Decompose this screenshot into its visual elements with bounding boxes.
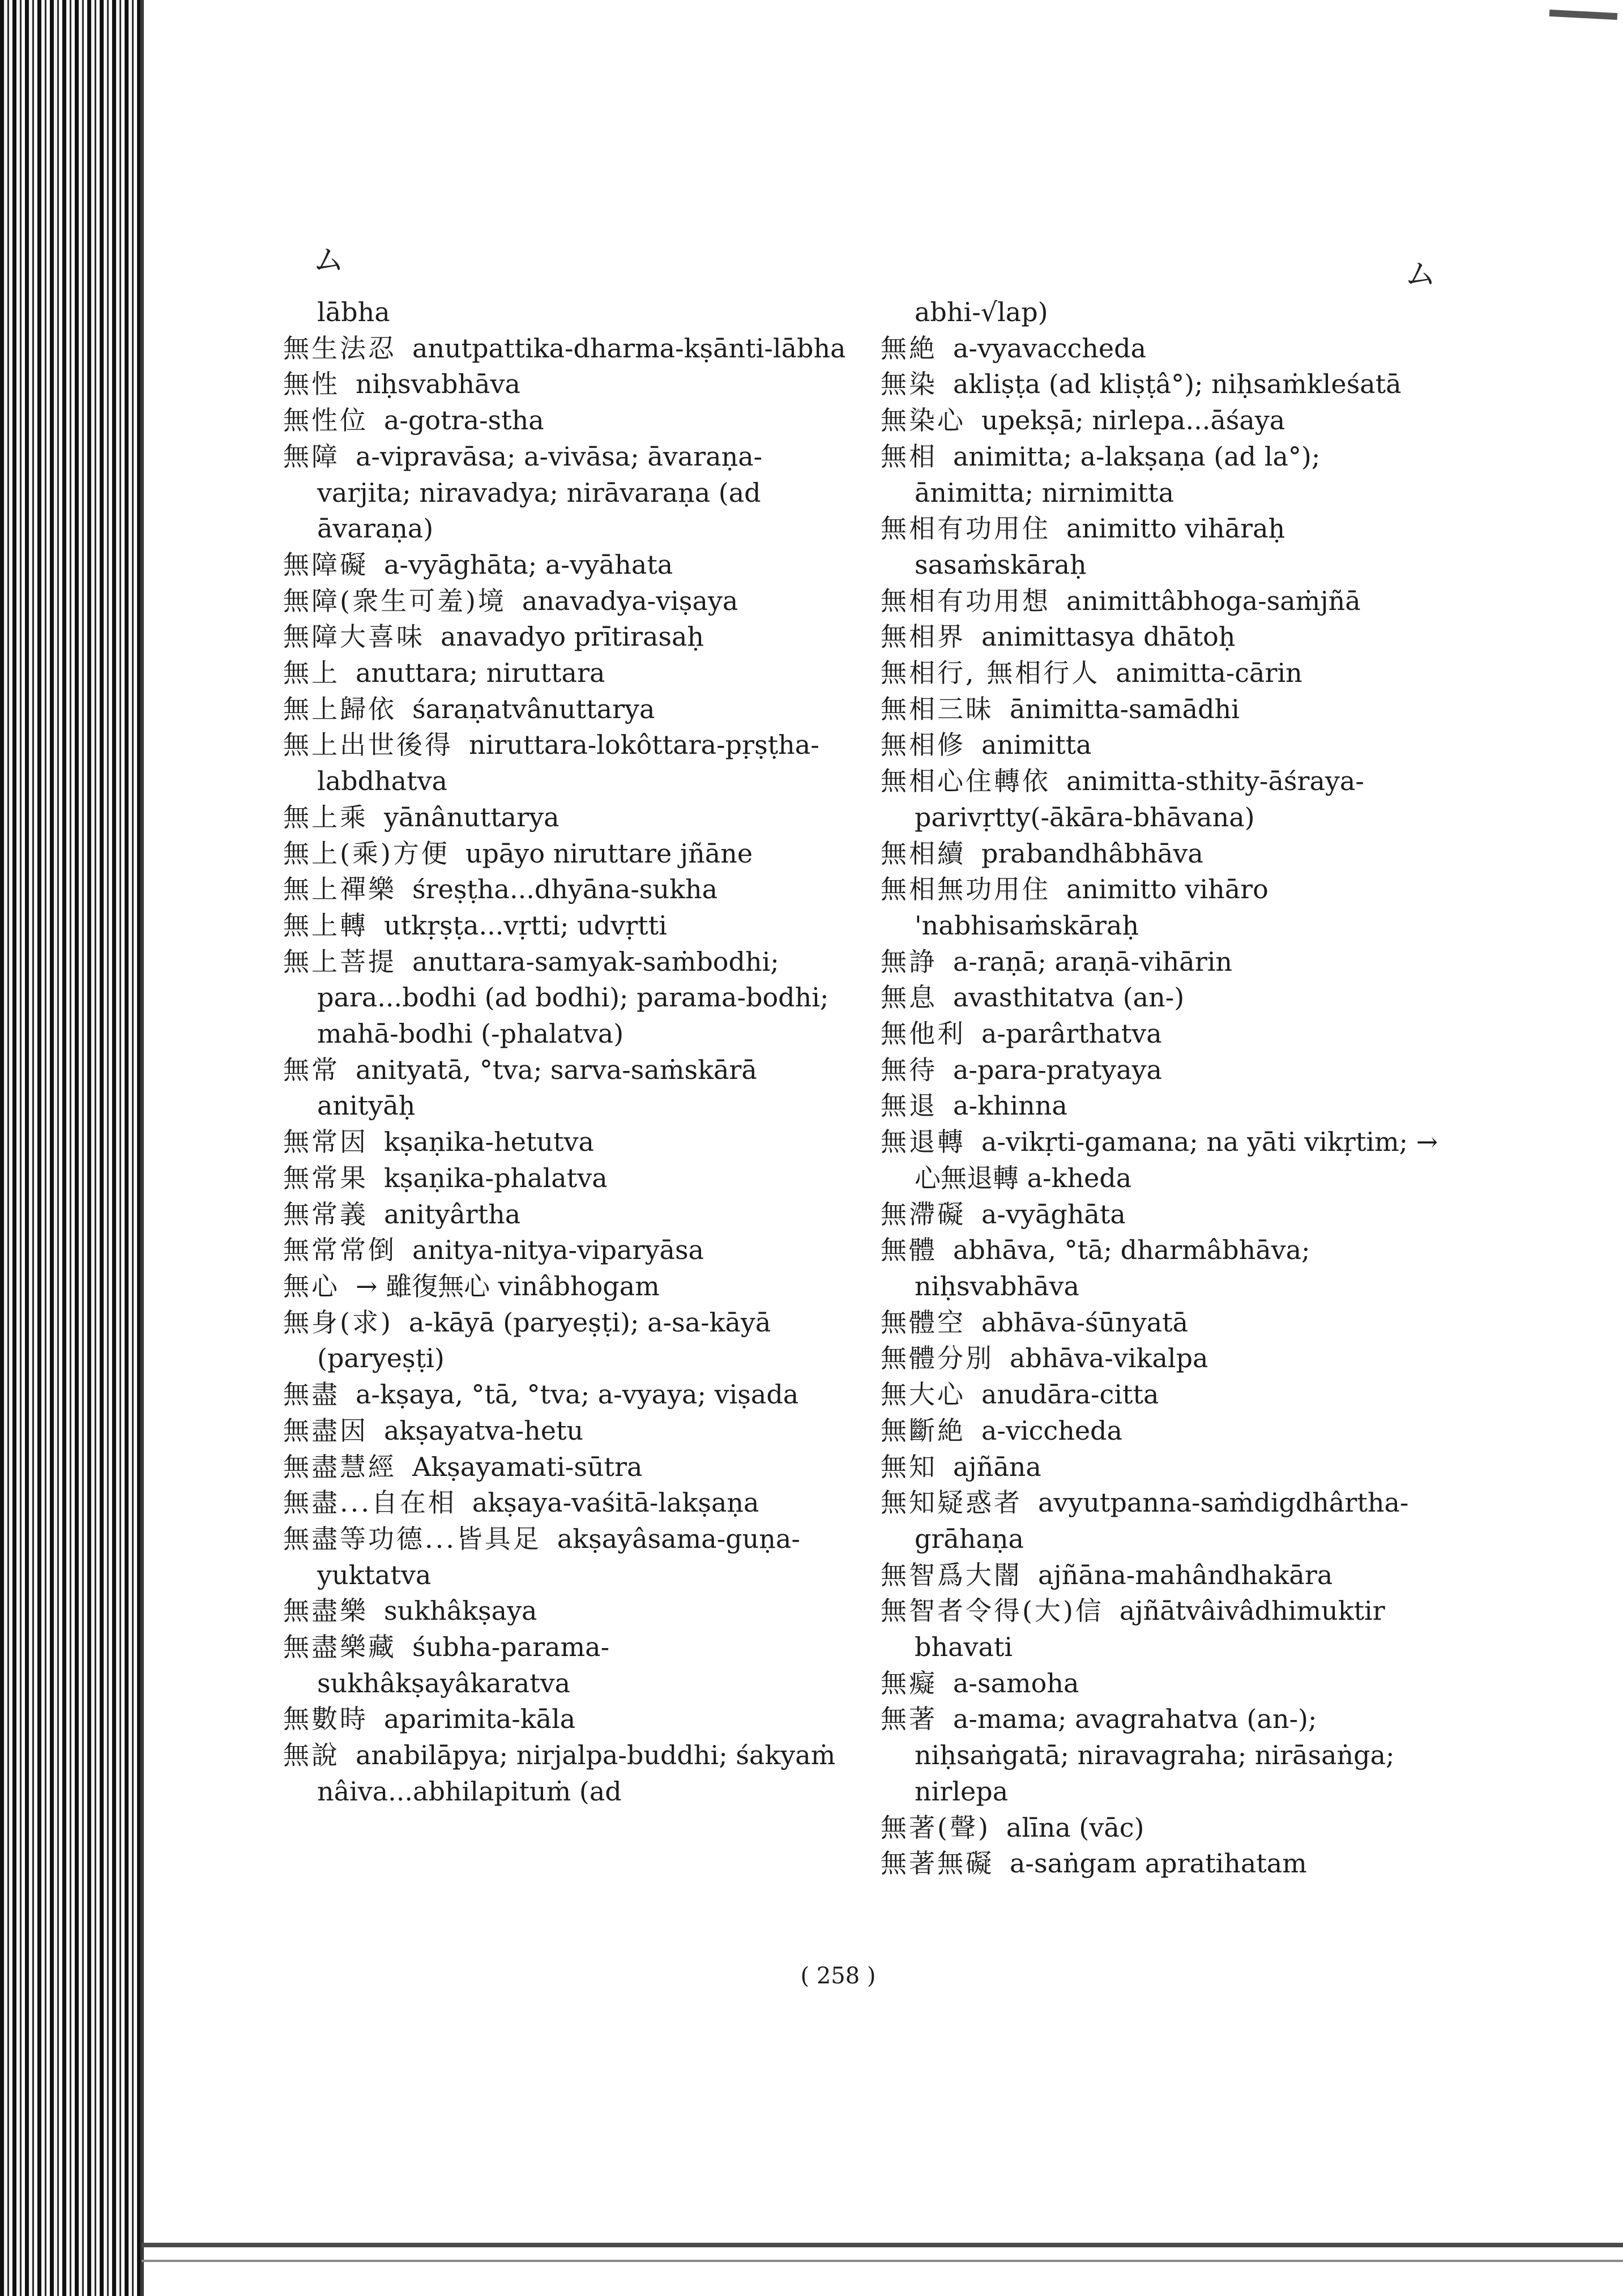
- entry-term: 無數時: [283, 1704, 368, 1735]
- entry-definition: sukhâkṣaya: [384, 1595, 537, 1627]
- entry-definition: anitya-nitya-viparyāsa: [412, 1235, 704, 1266]
- dictionary-entry: [283, 1377, 849, 1413]
- entry-definition: a-parârthatva: [981, 1018, 1162, 1049]
- dictionary-entry: [881, 655, 1447, 692]
- right-column: [881, 295, 1447, 1882]
- dictionary-entry: [881, 727, 1447, 763]
- dictionary-entry: [881, 403, 1447, 439]
- entry-term: 無相無功用住: [881, 874, 1050, 905]
- dictionary-entry: [283, 1485, 849, 1521]
- entry-definition: a-vipravāsa; a-vivāsa; āvaraṇa-varjita; niravadya; nirāvaraṇa (ad āvaraṇa): [317, 441, 770, 544]
- dictionary-entry: [881, 295, 1447, 331]
- entry-term: 無諍: [881, 946, 937, 977]
- entry-term: 無染心: [881, 405, 966, 436]
- entry-term: 無體: [881, 1235, 937, 1266]
- entry-definition: a-gotra-stha: [384, 405, 544, 436]
- entry-definition: animittâbhoga-saṁjñā: [1066, 585, 1361, 616]
- entry-definition: ajñāna: [953, 1451, 1041, 1482]
- dictionary-entry: [881, 1124, 1447, 1196]
- dictionary-entry: [283, 1269, 849, 1305]
- entry-term: 無障(衆生可羞)境: [283, 585, 506, 616]
- entry-definition: yānânuttarya: [384, 801, 559, 833]
- entry-definition: a-para-pratyaya: [953, 1054, 1162, 1085]
- dictionary-entry: [283, 583, 849, 620]
- dictionary-entry: [283, 1052, 849, 1124]
- entry-term: 無退轉: [881, 1126, 966, 1158]
- dictionary-entry: [283, 1124, 849, 1160]
- dictionary-entry: [283, 872, 849, 908]
- dictionary-entry: [283, 1593, 849, 1629]
- entry-term: 無上轉: [283, 910, 368, 941]
- entry-definition: a-viccheda: [981, 1415, 1122, 1446]
- entry-definition: animitto vihāro 'nabhisaṁskāraḥ: [915, 874, 1277, 941]
- dictionary-entry: [283, 908, 849, 944]
- entry-term: 無常: [283, 1054, 340, 1085]
- entry-term: 無相心住轉依: [881, 766, 1050, 797]
- entry-definition: a-vyāghāta; a-vyāhata: [384, 549, 673, 580]
- dictionary-entry: [283, 944, 849, 1052]
- dictionary-entry: [881, 619, 1447, 655]
- entry-definition: kṣaṇika-hetutva: [384, 1126, 594, 1158]
- dictionary-entry: [283, 366, 849, 403]
- entry-definition: alīna (vāc): [1006, 1812, 1144, 1843]
- entry-definition: abhāva, °tā; dharmâbhāva; niḥsvabhāva: [915, 1235, 1319, 1301]
- dictionary-entry: [283, 692, 849, 728]
- entry-definition: śubha-parama-sukhâkṣayâkaratva: [317, 1632, 610, 1698]
- entry-term: 無上: [283, 658, 340, 689]
- entry-definition: a-raṇā; araṇā-vihārin: [953, 946, 1233, 977]
- dictionary-entry: [881, 1485, 1447, 1557]
- entry-term: 無障礙: [283, 549, 368, 580]
- entry-definition: animittasya dhātoḥ: [981, 621, 1236, 652]
- entry-definition: avyutpanna-saṁdigdhârtha-grāhaṇa: [915, 1487, 1409, 1554]
- entry-term: 無知疑惑者: [881, 1487, 1022, 1518]
- dictionary-entry: [881, 1016, 1447, 1052]
- entry-term: 無體空: [881, 1307, 966, 1338]
- dictionary-entry: [283, 800, 849, 836]
- entry-term: 無常果: [283, 1162, 368, 1193]
- entry-term: 無上(乘)方便: [283, 838, 450, 869]
- entry-definition: lābha: [317, 297, 390, 327]
- entry-definition: ajñāna-mahândhakāra: [1038, 1559, 1333, 1590]
- dictionary-entry: [283, 619, 849, 655]
- entry-term: 無相: [881, 441, 937, 472]
- entry-definition: a-mama; avagrahatva (an-); niḥsaṅgatā; niravagraha; nirāsaṅga; nirlepa: [915, 1704, 1403, 1807]
- dictionary-entry: [881, 331, 1447, 367]
- entry-definition: śaraṇatvânuttarya: [412, 693, 655, 724]
- entry-definition: kṣaṇika-phalatva: [384, 1162, 608, 1193]
- entry-term: 無性: [283, 369, 340, 400]
- dictionary-entry: [283, 331, 849, 367]
- entry-term: 無著無礙: [881, 1848, 994, 1879]
- entry-term: 無障: [283, 441, 340, 472]
- entry-term: 無盡...自在相: [283, 1487, 456, 1518]
- entry-definition: abhi-√lap): [915, 297, 1048, 327]
- page-bottom-edge: [142, 2243, 1623, 2247]
- entry-definition: akliṣṭa (ad kliṣṭâ°); niḥsaṁkleśatā: [953, 369, 1402, 400]
- dictionary-entry: [881, 1413, 1447, 1449]
- dictionary-entry: [881, 511, 1447, 583]
- dictionary-entry: [283, 1701, 849, 1738]
- entry-term: 無待: [881, 1054, 937, 1085]
- left-column: [283, 295, 849, 1810]
- entry-term: 無盡等功德...皆具足: [283, 1523, 541, 1554]
- entry-term: 無大心: [881, 1379, 966, 1410]
- dictionary-entry: [881, 1377, 1447, 1413]
- dictionary-entry: [881, 944, 1447, 980]
- entry-term: 無絶: [881, 332, 937, 364]
- entry-term: 無常義: [283, 1198, 368, 1230]
- dictionary-entry: [881, 980, 1447, 1016]
- entry-term: 無斷絶: [881, 1415, 966, 1446]
- dictionary-entry: [881, 1232, 1447, 1304]
- entry-definition: a-kṣaya, °tā, °tva; a-vyaya; viṣada: [356, 1379, 799, 1410]
- dictionary-entry: [881, 1197, 1447, 1233]
- dictionary-entry: [881, 1593, 1447, 1665]
- entry-definition: a-samoha: [953, 1667, 1079, 1698]
- entry-term: 無相有功用住: [881, 513, 1050, 544]
- entry-definition: animitta; a-lakṣaṇa (ad la°); ānimitta; nirnimitta: [915, 441, 1329, 508]
- entry-definition: anuttara-samyak-saṁbodhi; para...bodhi (ad bodhi); parama-bodhi; mahā-bodhi (-phalatva): [317, 946, 838, 1049]
- dictionary-entry: [881, 1846, 1447, 1882]
- entry-definition: prabandhâbhāva: [981, 838, 1203, 869]
- book-spine-shadow: [0, 0, 142, 2296]
- dictionary-entry: [881, 1052, 1447, 1089]
- entry-definition: avasthitatva (an-): [953, 982, 1185, 1013]
- entry-definition: animitta: [981, 729, 1092, 761]
- entry-definition: → 雖復無心 vinâbhogam: [356, 1270, 660, 1301]
- entry-definition: Akṣayamati-sūtra: [412, 1451, 643, 1482]
- entry-definition: akṣayatva-hetu: [384, 1415, 584, 1446]
- entry-definition: anityatā, °tva; sarva-saṁskārā anityāḥ: [317, 1054, 766, 1121]
- dictionary-entry: [881, 1305, 1447, 1341]
- entry-term: 無息: [881, 982, 937, 1013]
- entry-definition: niruttara-lokôttara-pṛṣṭha-labdhatva: [317, 729, 819, 797]
- entry-definition: anutpattika-dharma-kṣānti-lābha: [412, 332, 846, 364]
- dictionary-entry: [881, 583, 1447, 620]
- entry-term: 無說: [283, 1740, 340, 1771]
- entry-term: 無著: [881, 1704, 937, 1735]
- entry-term: 無著(聲): [881, 1812, 990, 1843]
- page-inner-edge: [140, 0, 144, 2296]
- dictionary-entry: [283, 1629, 849, 1701]
- dictionary-entry: [283, 1197, 849, 1233]
- entry-term: 無智爲大闇: [881, 1559, 1022, 1590]
- entry-term: 無相界: [881, 621, 966, 652]
- dictionary-entry: [881, 1810, 1447, 1846]
- dictionary-entry: [881, 1701, 1447, 1810]
- entry-definition: akṣayâsama-guṇa-yuktatva: [317, 1523, 800, 1590]
- entry-definition: aparimita-kāla: [384, 1704, 576, 1735]
- entry-definition: animitta-sthity-āśraya-parivṛtty(-ākāra-bhāvana): [915, 766, 1364, 833]
- entry-term: 無常因: [283, 1126, 368, 1158]
- dictionary-entry: [881, 366, 1447, 403]
- entry-definition: anudāra-citta: [981, 1379, 1159, 1410]
- dictionary-entry: [881, 1341, 1447, 1377]
- entry-term: 無上禪樂: [283, 874, 396, 905]
- entry-term: 無染: [881, 369, 937, 400]
- dictionary-entry: [283, 1305, 849, 1377]
- entry-term: 無上菩提: [283, 946, 396, 977]
- dictionary-entry: [283, 1449, 849, 1486]
- entry-term: 無盡樂藏: [283, 1632, 396, 1663]
- entry-definition: anityârtha: [384, 1198, 521, 1230]
- dictionary-entry: [283, 547, 849, 583]
- entry-term: 無身(求): [283, 1307, 393, 1338]
- entry-term: 無盡: [283, 1379, 340, 1410]
- dictionary-entry: [881, 872, 1447, 944]
- dictionary-entry: [283, 1232, 849, 1269]
- dictionary-entry: [881, 1557, 1447, 1594]
- entry-definition: ānimitta-samādhi: [1010, 693, 1240, 724]
- dictionary-entry: [283, 1738, 849, 1810]
- dictionary-entry: [283, 439, 849, 547]
- entry-definition: akṣaya-vaśitā-lakṣaṇa: [472, 1487, 759, 1518]
- entry-term: 無相有功用想: [881, 585, 1050, 616]
- dictionary-entry: [881, 1666, 1447, 1702]
- entry-term: 無常常倒: [283, 1235, 396, 1266]
- entry-definition: a-saṅgam apratihatam: [1010, 1848, 1307, 1879]
- dictionary-entry: [283, 1521, 849, 1593]
- running-header-right: ム: [1404, 256, 1436, 293]
- page-number: ( 258 ): [800, 1963, 876, 1989]
- entry-term: 無盡樂: [283, 1595, 368, 1627]
- entry-definition: upekṣā; nirlepa...āśaya: [981, 405, 1285, 436]
- entry-definition: a-khinna: [953, 1090, 1067, 1121]
- entry-definition: ajñātvâivâdhimuktir bhavati: [915, 1595, 1394, 1663]
- entry-definition: a-vikṛti-gamana; na yāti vikṛtim; → 心無退轉 a-kheda: [915, 1126, 1446, 1193]
- dictionary-entry: [283, 836, 849, 872]
- dictionary-entry: [283, 727, 849, 799]
- dictionary-entry: [881, 692, 1447, 728]
- dictionary-entry: [881, 1088, 1447, 1124]
- entry-definition: anabilāpya; nirjalpa-buddhi; śakyaṁ nâiva...abhilapituṁ (ad: [317, 1740, 844, 1807]
- entry-term: 無知: [881, 1451, 937, 1482]
- entry-term: 無癡: [881, 1667, 937, 1698]
- entry-term: 無相三昧: [881, 693, 994, 724]
- dictionary-entry: [881, 1449, 1447, 1486]
- dictionary-entry: [881, 439, 1447, 511]
- entry-term: 無障大喜味: [283, 621, 425, 652]
- entry-definition: abhāva-śūnyatā: [981, 1307, 1189, 1338]
- entry-term: 無盡因: [283, 1415, 368, 1446]
- entry-term: 無相行, 無相行人: [881, 658, 1100, 689]
- scan-corner-mark: [1549, 10, 1617, 20]
- entry-term: 無體分別: [881, 1343, 994, 1374]
- entry-definition: anuttara; niruttara: [356, 658, 605, 689]
- entry-term: 無生法忍: [283, 332, 396, 364]
- entry-definition: a-kāyā (paryeṣṭi); a-sa-kāyā (paryeṣṭi): [317, 1307, 779, 1374]
- dictionary-entry: [283, 295, 849, 331]
- page-bottom-edge-secondary: [142, 2260, 1623, 2262]
- entry-term: 無他利: [881, 1018, 966, 1049]
- entry-term: 無退: [881, 1090, 937, 1121]
- dictionary-entry: [283, 655, 849, 692]
- entry-definition: niḥsvabhāva: [356, 369, 520, 400]
- entry-definition: utkṛṣṭa...vṛtti; udvṛtti: [384, 910, 667, 941]
- entry-term: 無性位: [283, 405, 368, 436]
- entry-definition: anavadyo prītirasaḥ: [441, 621, 704, 652]
- running-header-left: ム: [313, 242, 344, 279]
- dictionary-entry: [283, 1413, 849, 1449]
- entry-term: 無相修: [881, 729, 966, 761]
- dictionary-entry: [881, 763, 1447, 835]
- entry-term: 無相續: [881, 838, 966, 869]
- entry-term: 無心: [283, 1270, 340, 1301]
- entry-term: 無上歸依: [283, 693, 396, 724]
- dictionary-entry: [881, 836, 1447, 872]
- entry-term: 無智者令得(大)信: [881, 1595, 1104, 1627]
- dictionary-entry: [283, 403, 849, 439]
- entry-definition: abhāva-vikalpa: [1010, 1343, 1208, 1374]
- entry-definition: animitta-cārin: [1116, 658, 1302, 689]
- entry-definition: upāyo niruttare jñāne: [465, 838, 753, 869]
- entry-term: 無上出世後得: [283, 729, 453, 761]
- entry-definition: a-vyavaccheda: [953, 332, 1147, 364]
- entry-definition: anavadya-viṣaya: [522, 585, 738, 616]
- entry-term: 無上乘: [283, 801, 368, 833]
- entry-term: 無滯礙: [881, 1198, 966, 1230]
- dictionary-entry: [283, 1160, 849, 1197]
- entry-definition: animitto vihāraḥ sasaṁskāraḥ: [915, 513, 1293, 580]
- entry-term: 無盡慧經: [283, 1451, 396, 1482]
- entry-definition: a-vyāghāta: [981, 1198, 1126, 1230]
- entry-definition: śreṣṭha...dhyāna-sukha: [412, 874, 718, 905]
